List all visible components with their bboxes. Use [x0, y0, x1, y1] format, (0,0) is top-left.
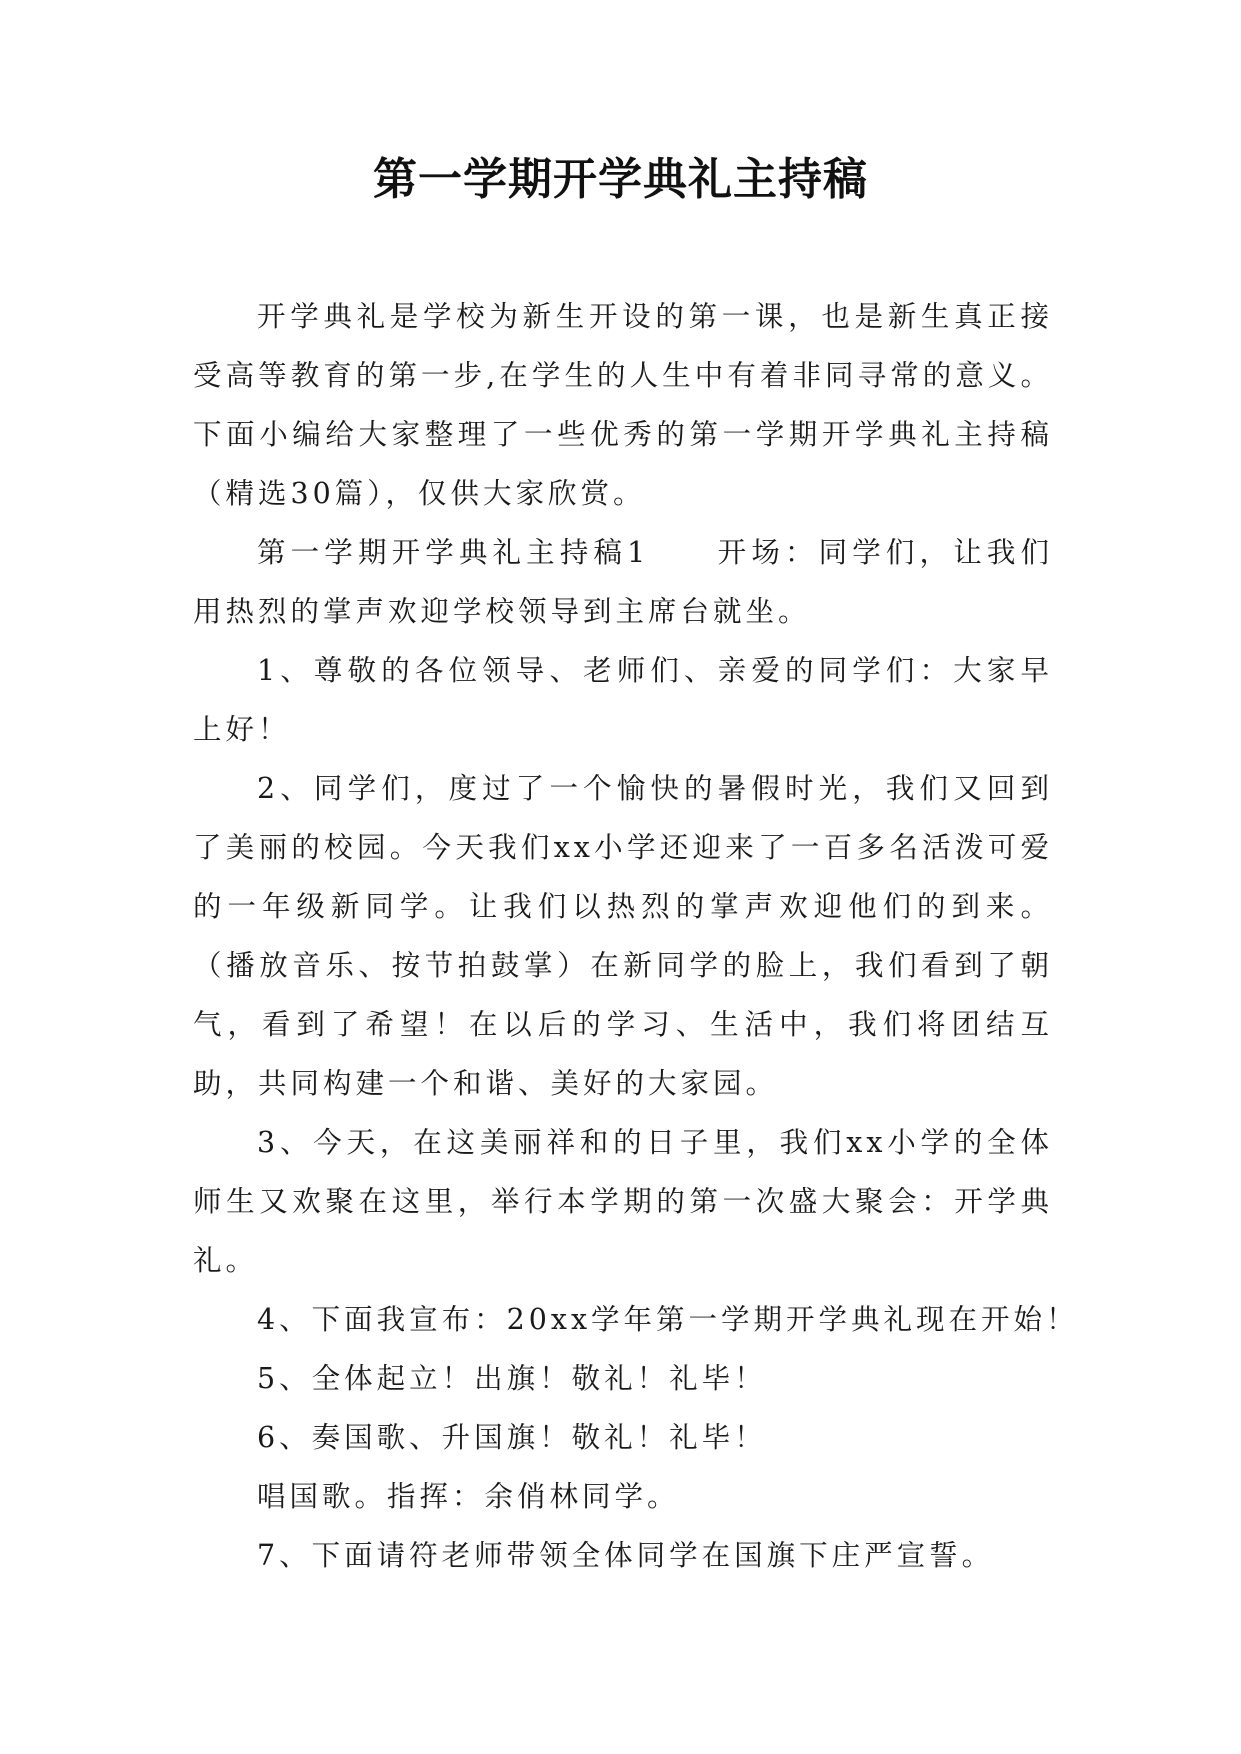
paragraph-item-2: 2、同学们，度过了一个愉快的暑假时光，我们又回到了美丽的校园。今天我们xx小学还迎来了一百多名活泼可爱的一年级新同学。让我们以热烈的掌声欢迎他们的到来。（播放音乐、按节拍鼓掌）在新同学的脸上，我们看到了朝气，看到了希望！在以后的学习、生活中，我们将团结互助，共同构建一个和谐、美好的大家园。 — [193, 772, 1053, 1100]
paragraph-intro: 开学典礼是学校为新生开设的第一课，也是新生真正接受高等教育的第一步,在学生的人生中有着非同寻常的意义。下面小编给大家整理了一些优秀的第一学期开学典礼主持稿（精选30篇），仅供大家欣赏。 — [193, 300, 1053, 510]
paragraph-item-4: 4、下面我宣布：20xx学年第一学期开学典礼现在开始！ — [257, 1303, 1079, 1336]
paragraph-item-6: 6、奏国歌、升国旗！敬礼！礼毕！ — [257, 1421, 767, 1454]
paragraph-item-3: 3、今天，在这美丽祥和的日子里，我们xx小学的全体师生又欢聚在这里，举行本学期的第一次盛大聚会：开学典礼。 — [193, 1126, 1053, 1277]
paragraph-item-7: 7、下面请符老师带领全体同学在国旗下庄严宣誓。 — [257, 1539, 995, 1572]
paragraph-opening: 第一学期开学典礼主持稿1 开场：同学们，让我们用热烈的掌声欢迎学校领导到主席台就坐。 — [193, 536, 1053, 628]
paragraph-item-5: 5、全体起立！出旗！敬礼！礼毕！ — [257, 1362, 767, 1395]
document-body — [193, 287, 1079, 1585]
paragraph-item-1: 1、尊敬的各位领导、老师们、亲爱的同学们：大家早上好！ — [193, 654, 1053, 746]
document-title: 第一学期开学典礼主持稿 — [373, 154, 868, 205]
paragraph-anthem: 唱国歌。指挥：余俏林同学。 — [257, 1480, 680, 1513]
